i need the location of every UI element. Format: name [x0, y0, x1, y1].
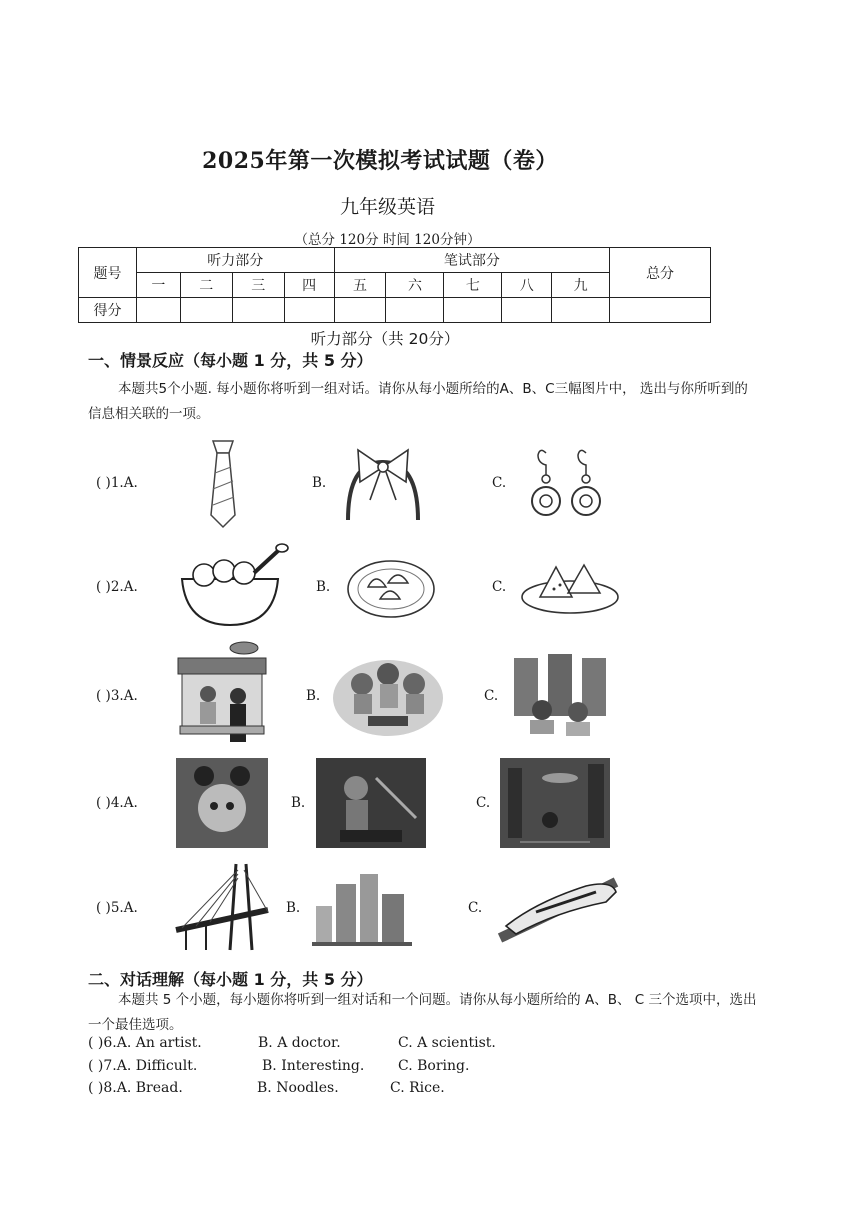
score-input-cell[interactable]	[610, 298, 711, 323]
score-input-cell[interactable]	[334, 298, 386, 323]
question-6-option-b[interactable]: B. A doctor.	[258, 1035, 341, 1051]
food-stall-image[interactable]	[176, 640, 268, 748]
buildings-image[interactable]	[312, 870, 412, 946]
score-table-item-header: 题号	[79, 248, 137, 298]
score-input-cell[interactable]	[444, 298, 502, 323]
option-b-label: B.	[286, 900, 301, 916]
library-reading-image[interactable]	[512, 648, 608, 744]
question-number[interactable]: ( )5.A.	[96, 900, 138, 916]
question-number[interactable]: ( )3.A.	[96, 688, 138, 704]
tangyuan-bowl-image[interactable]	[180, 543, 290, 627]
score-input-cell[interactable]	[136, 298, 180, 323]
option-c-label: C.	[468, 900, 483, 916]
section-cell: 一	[136, 273, 180, 298]
option-b-label: B.	[316, 579, 331, 595]
part1-title: 一、情景反应（每小题 1 分，共 5 分）	[88, 351, 373, 370]
question-8[interactable]: ( )8.A. Bread.	[88, 1080, 183, 1096]
score-input-cell[interactable]	[284, 298, 334, 323]
option-c-label: C.	[484, 688, 499, 704]
option-c-label: C.	[476, 795, 491, 811]
score-table	[78, 247, 711, 323]
nezha-movie-image[interactable]	[176, 758, 268, 848]
high-speed-train-image[interactable]	[496, 872, 620, 950]
part2-title: 二、对话理解（每小题 1 分，共 5 分）	[88, 970, 373, 989]
question-7-option-c[interactable]: C. Boring.	[398, 1058, 470, 1074]
exam-subtitle: 九年级英语	[339, 196, 435, 218]
question-row-3	[88, 640, 648, 750]
listening-group-header: 听力部分	[136, 248, 334, 273]
question-number[interactable]: ( )1.A.	[96, 475, 138, 491]
exam-title: 2025年第一次模拟考试试题（卷）	[202, 148, 558, 174]
part2-instructions: 本题共 5 个小题，每小题你将听到一组对话和一个问题。请你从每小题所给的 A、B、 C 三个选项中，选出一个最佳选项。	[88, 992, 757, 1033]
score-input-cell[interactable]	[502, 298, 552, 323]
score-input-cell[interactable]	[232, 298, 284, 323]
section-cell: 七	[444, 273, 502, 298]
picnic-children-image[interactable]	[332, 650, 444, 738]
option-c-label: C.	[492, 579, 507, 595]
part1-instructions: 本题共5个小题. 每小题你将听到一组对话。请你从每小题所给的A、B、C三幅图片中， 选出与你所听到的信息相关联的一项。	[88, 381, 748, 422]
option-c-label: C.	[492, 475, 507, 491]
option-b-label: B.	[312, 475, 327, 491]
question-row-4	[88, 758, 648, 868]
mulan-movie-image[interactable]	[316, 758, 426, 848]
option-b-label: B.	[291, 795, 306, 811]
zongzi-plate-image[interactable]	[520, 559, 620, 615]
question-number[interactable]: ( )2.A.	[96, 579, 138, 595]
section-cell: 二	[180, 273, 232, 298]
section-cell: 八	[502, 273, 552, 298]
written-group-header: 笔试部分	[334, 248, 610, 273]
bow-headband-image[interactable]	[338, 442, 428, 522]
total-header: 总分	[610, 248, 711, 298]
score-input-cell[interactable]	[180, 298, 232, 323]
scifi-city-image[interactable]	[500, 758, 610, 848]
option-b-label: B.	[306, 688, 321, 704]
section-cell: 四	[284, 273, 334, 298]
bridge-image[interactable]	[172, 860, 272, 954]
score-input-cell[interactable]	[552, 298, 610, 323]
section-cell: 三	[232, 273, 284, 298]
score-input-cell[interactable]	[386, 298, 444, 323]
tie-image[interactable]	[203, 437, 243, 529]
question-7[interactable]: ( )7.A. Difficult.	[88, 1058, 198, 1074]
question-row-1	[88, 437, 648, 547]
score-row-label: 得分	[79, 298, 137, 323]
section-cell: 六	[386, 273, 444, 298]
question-8-option-c[interactable]: C. Rice.	[390, 1080, 445, 1096]
listening-heading: 听力部分（共 20分）	[310, 330, 460, 348]
section-cell: 九	[552, 273, 610, 298]
dumplings-plate-image[interactable]	[346, 555, 436, 619]
question-row-2	[88, 543, 648, 653]
earrings-image[interactable]	[528, 447, 608, 519]
question-6-option-c[interactable]: C. A scientist.	[398, 1035, 496, 1051]
question-7-option-b[interactable]: B. Interesting.	[262, 1058, 365, 1074]
exam-meta: （总分 120分 时间 120分钟）	[294, 232, 481, 248]
section-cell: 五	[334, 273, 386, 298]
question-6[interactable]: ( )6.A. An artist.	[88, 1035, 202, 1051]
question-row-5	[88, 860, 648, 970]
question-number[interactable]: ( )4.A.	[96, 795, 138, 811]
question-8-option-b[interactable]: B. Noodles.	[257, 1080, 339, 1096]
